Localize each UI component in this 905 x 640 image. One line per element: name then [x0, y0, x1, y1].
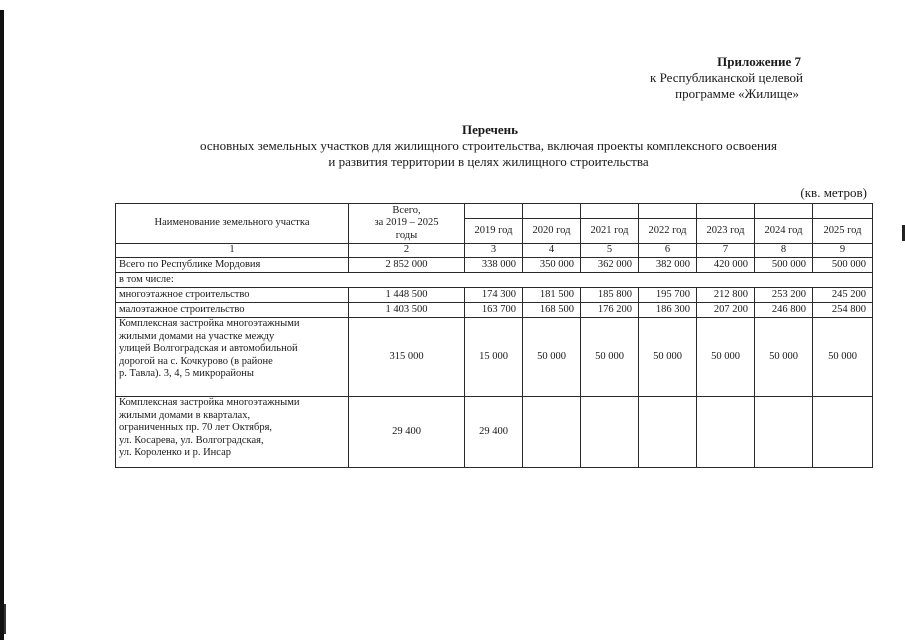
header-year: 2024 год [755, 219, 813, 244]
scan-mark [4, 604, 6, 634]
row-value: 253 200 [755, 288, 813, 303]
row-name-line: жилыми домами на участке между [119, 330, 275, 342]
row-value: 245 200 [813, 288, 873, 303]
row-name: Всего по Республике Мордовия [116, 258, 349, 273]
row-value: 186 300 [639, 303, 697, 318]
row-value: 163 700 [465, 303, 523, 318]
row-value: 50 000 [523, 318, 581, 397]
row-value: 181 500 [523, 288, 581, 303]
header-year: 2025 год [813, 219, 873, 244]
row-value: 1 403 500 [349, 303, 465, 318]
header-blank [639, 204, 697, 219]
row-value: 50 000 [697, 318, 755, 397]
header-blank [465, 204, 523, 219]
land-plots-table [115, 203, 873, 468]
appendix-line-3: программе «Жилище» [675, 86, 799, 101]
row-value: 350 000 [523, 258, 581, 273]
row-value [639, 397, 697, 468]
row-value [755, 397, 813, 468]
row-name-line: дорогой на с. Кочкурово (в районе [119, 355, 273, 367]
header-total-line-1: Всего, [392, 204, 421, 216]
row-value: 185 800 [581, 288, 639, 303]
column-number: 3 [465, 244, 523, 258]
table-row-complex-1 [116, 318, 873, 397]
row-value: 382 000 [639, 258, 697, 273]
appendix-header [650, 54, 803, 102]
appendix-label: Приложение 7 [717, 54, 801, 69]
column-number: 6 [639, 244, 697, 258]
scan-border-left [0, 10, 4, 640]
row-value: 176 200 [581, 303, 639, 318]
row-value: 362 000 [581, 258, 639, 273]
row-value: 168 500 [523, 303, 581, 318]
table-row-lowrise [116, 303, 873, 318]
row-value [813, 397, 873, 468]
row-name: многоэтажное строительство [116, 288, 349, 303]
row-name-line: ул. Короленко и р. Инсар [119, 447, 231, 458]
column-number: 9 [813, 244, 873, 258]
row-value [697, 397, 755, 468]
row-name-line: улицей Волгоградская и автомобильной [119, 343, 298, 354]
row-name [116, 397, 349, 468]
column-number: 4 [523, 244, 581, 258]
row-value: 2 852 000 [349, 258, 465, 273]
row-value: 15 000 [465, 318, 523, 397]
header-total-column [349, 204, 465, 244]
row-value: 50 000 [755, 318, 813, 397]
header-blank [523, 204, 581, 219]
header-blank [697, 204, 755, 219]
header-blank [755, 204, 813, 219]
title-line-1: Перечень [461, 122, 519, 137]
units-label: (кв. метров) [800, 185, 867, 200]
table-row-total [116, 258, 873, 273]
row-value: 195 700 [639, 288, 697, 303]
row-name-line: ограниченных пр. 70 лет Октября, [119, 422, 273, 433]
row-name [116, 318, 349, 397]
row-value [523, 397, 581, 468]
row-name: в том числе: [116, 273, 873, 288]
row-name-line: Комплексная застройка многоэтажными [119, 397, 300, 408]
row-value: 29 400 [465, 397, 523, 468]
row-value: 500 000 [755, 258, 813, 273]
row-value: 50 000 [813, 318, 873, 397]
column-number: 5 [581, 244, 639, 258]
table-row-multistorey [116, 288, 873, 303]
header-year: 2020 год [523, 219, 581, 244]
row-value: 50 000 [639, 318, 697, 397]
row-value [581, 397, 639, 468]
title-line-2: основных земельных участков для жилищного строительства, включая проекты комплексного освоения [200, 138, 777, 153]
header-year: 2021 год [581, 219, 639, 244]
title-line-3: и развития территории в целях жилищного строительства [328, 154, 649, 169]
row-name-line: ул. Косарева, ул. Волгоградская, [119, 434, 264, 446]
document-title [0, 122, 905, 170]
column-number: 2 [349, 244, 465, 258]
row-value: 315 000 [349, 318, 465, 397]
header-total-line-2: за 2019 – 2025 [374, 217, 439, 229]
row-value: 338 000 [465, 258, 523, 273]
column-number: 8 [755, 244, 813, 258]
row-value: 207 200 [697, 303, 755, 318]
row-name-line: жилыми домами в кварталах, [119, 409, 251, 421]
row-value: 420 000 [697, 258, 755, 273]
header-total-line-3: годы [395, 229, 418, 241]
column-number: 1 [116, 244, 349, 258]
header-name-column: Наименование земельного участка [116, 204, 349, 244]
row-value: 212 800 [697, 288, 755, 303]
header-blank [581, 204, 639, 219]
row-name-line: Комплексная застройка многоэтажными [119, 318, 300, 329]
table-row-including [116, 273, 873, 288]
row-value: 29 400 [349, 397, 465, 468]
row-value: 254 800 [813, 303, 873, 318]
table-row-complex-2 [116, 397, 873, 468]
row-value: 246 800 [755, 303, 813, 318]
row-value: 1 448 500 [349, 288, 465, 303]
appendix-line-2: к Республиканской целевой [650, 70, 803, 85]
row-name: малоэтажное строительство [116, 303, 349, 318]
header-year: 2022 год [639, 219, 697, 244]
column-number-row [116, 244, 873, 258]
row-name-line: р. Тавла). 3, 4, 5 микрорайоны [119, 368, 254, 379]
row-value: 50 000 [581, 318, 639, 397]
header-year: 2023 год [697, 219, 755, 244]
header-year: 2019 год [465, 219, 523, 244]
column-number: 7 [697, 244, 755, 258]
row-value: 500 000 [813, 258, 873, 273]
row-value: 174 300 [465, 288, 523, 303]
header-blank [813, 204, 873, 219]
